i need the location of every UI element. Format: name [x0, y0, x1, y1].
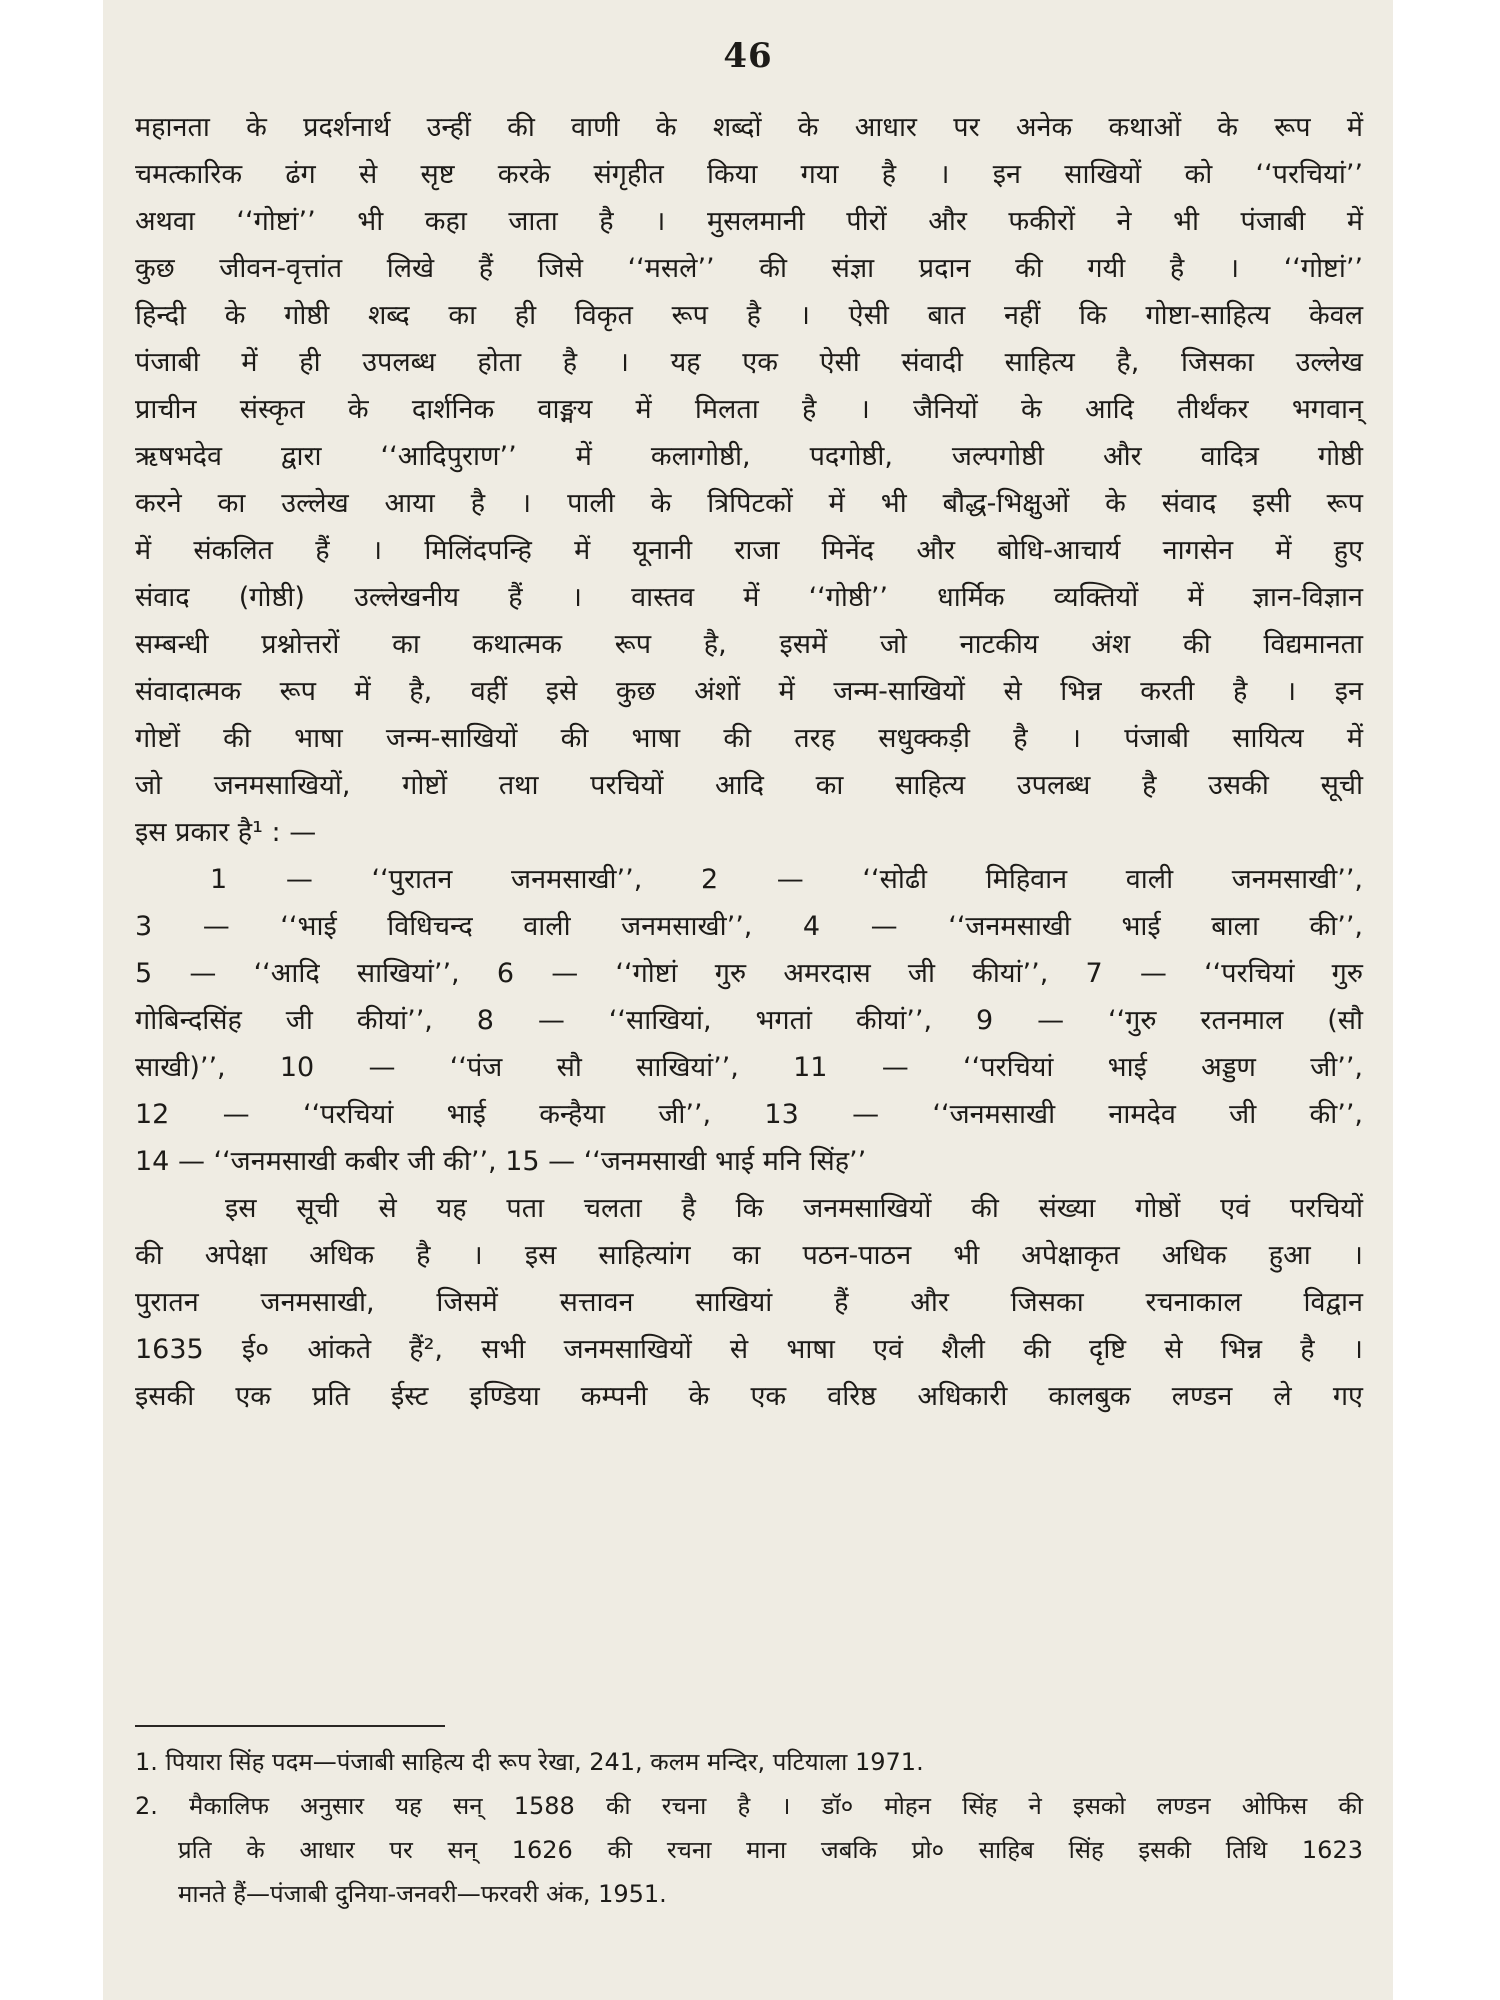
- body-text: [135, 104, 1363, 1420]
- text-line: की अपेक्षा अधिक है । इस साहित्यांग का पठन-पाठन भी अपेक्षाकृत अधिक हुआ ।: [135, 1240, 1363, 1271]
- text-line: इसकी एक प्रति ईस्ट इण्डिया कम्पनी के एक वरिष्ठ अधिकारी कालबुक लण्डन ले गए: [135, 1381, 1363, 1412]
- book-page: [103, 0, 1393, 2000]
- footnote-2: 2. मैकालिफ अनुसार यह सन् 1588 की रचना है । डॉ० मोहन सिंह ने इसको लण्डन ओफिस की: [135, 1792, 1363, 1820]
- text-line: सम्बन्धी प्रश्नोत्तरों का कथात्मक रूप है, इसमें जो नाटकीय अंश की विद्यमानता: [135, 629, 1363, 660]
- text-line: 1635 ई० आंकते हैं², सभी जनमसाखियों से भाषा एवं शैली की दृष्टि से भिन्न है ।: [135, 1334, 1363, 1365]
- text-line: गोष्टों की भाषा जन्म-साखियों की भाषा की तरह सधुक्कड़ी है । पंजाबी सायित्य में: [135, 723, 1363, 754]
- text-line: संवादात्मक रूप में है, वहीं इसे कुछ अंशों में जन्म-साखियों से भिन्न करती है । इन: [135, 676, 1363, 707]
- text-line: पंजाबी में ही उपलब्ध होता है । यह एक ऐसी संवादी साहित्य है, जिसका उल्लेख: [135, 347, 1363, 378]
- list-line: 3 — ‘‘भाई विधिचन्द वाली जनमसाखी’’, 4 — ‘‘जनमसाखी भाई बाला की’’,: [135, 911, 1363, 942]
- text-line: अथवा ‘‘गोष्टां’’ भी कहा जाता है । मुसलमानी पीरों और फकीरों ने भी पंजाबी में: [135, 206, 1363, 237]
- text-line: जो जनमसाखियों, गोष्टों तथा परचियों आदि का साहित्य उपलब्ध है उसकी सूची: [135, 770, 1363, 801]
- text-line: करने का उल्लेख आया है । पाली के त्रिपिटकों में भी बौद्ध-भिक्षुओं के संवाद इसी रूप: [135, 488, 1363, 519]
- text-line: इस प्रकार है¹ : —: [135, 817, 317, 848]
- text-line: हिन्दी के गोष्ठी शब्द का ही विकृत रूप है । ऐसी बात नहीं कि गोष्टा-साहित्य केवल: [135, 300, 1363, 331]
- list-line: 14 — ‘‘जनमसाखी कबीर जी की’’, 15 — ‘‘जनमसाखी भाई मनि सिंह’’: [135, 1146, 867, 1177]
- page-number: 46: [723, 36, 773, 76]
- text-line: कुछ जीवन-वृत्तांत लिखे हैं जिसे ‘‘मसले’’ की संज्ञा प्रदान की गयी है । ‘‘गोष्टां’’: [135, 253, 1363, 284]
- text-line: महानता के प्रदर्शनार्थ उन्हीं की वाणी के शब्दों के आधार पर अनेक कथाओं के रूप में: [135, 112, 1363, 143]
- footnote-1: 1. पियारा सिंह पदम—पंजाबी साहित्य दी रूप रेखा, 241, कलम मन्दिर, पटियाला 1971.: [135, 1748, 924, 1776]
- footnote-rule: [135, 1725, 445, 1727]
- footnote-2-continued: मानते हैं—पंजाबी दुनिया-जनवरी—फरवरी अंक, 1951.: [178, 1880, 667, 1908]
- text-line: इस सूची से यह पता चलता है कि जनमसाखियों की संख्या गोष्ठों एवं परचियों: [225, 1193, 1363, 1224]
- list-line: गोबिन्दसिंह जी कीयां’’, 8 — ‘‘साखियां, भगतां कीयां’’, 9 — ‘‘गुरु रतनमाल (सौ: [135, 1005, 1363, 1036]
- footnotes: [135, 1740, 1363, 1916]
- text-line: प्राचीन संस्कृत के दार्शनिक वाङ्मय में मिलता है । जैनियों के आदि तीर्थंकर भगवान्: [135, 394, 1363, 425]
- text-line: ऋषभदेव द्वारा ‘‘आदिपुराण’’ में कलागोष्ठी, पदगोष्ठी, जल्पगोष्ठी और वादित्र गोष्ठी: [135, 441, 1363, 472]
- footnote-2-continued: प्रति के आधार पर सन् 1626 की रचना माना जबकि प्रो० साहिब सिंह इसकी तिथि 1623: [178, 1836, 1363, 1864]
- text-line: पुरातन जनमसाखी, जिसमें सत्तावन साखियां हैं और जिसका रचनाकाल विद्वान: [135, 1287, 1363, 1318]
- text-line: संवाद (गोष्ठी) उल्लेखनीय हैं । वास्तव में ‘‘गोष्ठी’’ धार्मिक व्यक्तियों में ज्ञान-विज्ञान: [135, 582, 1363, 613]
- list-line: 5 — ‘‘आदि साखियां’’, 6 — ‘‘गोष्टां गुरु अमरदास जी कीयां’’, 7 — ‘‘परचियां गुरु: [135, 958, 1363, 989]
- text-line: चमत्कारिक ढंग से सृष्ट करके संगृहीत किया गया है । इन साखियों को ‘‘परचियां’’: [135, 159, 1363, 190]
- text-line: में संकलित हैं । मिलिंदपन्हि में यूनानी राजा मिनेंद और बोधि-आचार्य नागसेन में हुए: [135, 535, 1363, 566]
- list-line: साखी)’’, 10 — ‘‘पंज सौ साखियां’’, 11 — ‘‘परचियां भाई अड्डण जी’’,: [135, 1052, 1363, 1083]
- list-line: 1 — ‘‘पुरातन जनमसाखी’’, 2 — ‘‘सोढी मिहिवान वाली जनमसाखी’’,: [210, 864, 1363, 895]
- list-line: 12 — ‘‘परचियां भाई कन्हैया जी’’, 13 — ‘‘जनमसाखी नामदेव जी की’’,: [135, 1099, 1363, 1130]
